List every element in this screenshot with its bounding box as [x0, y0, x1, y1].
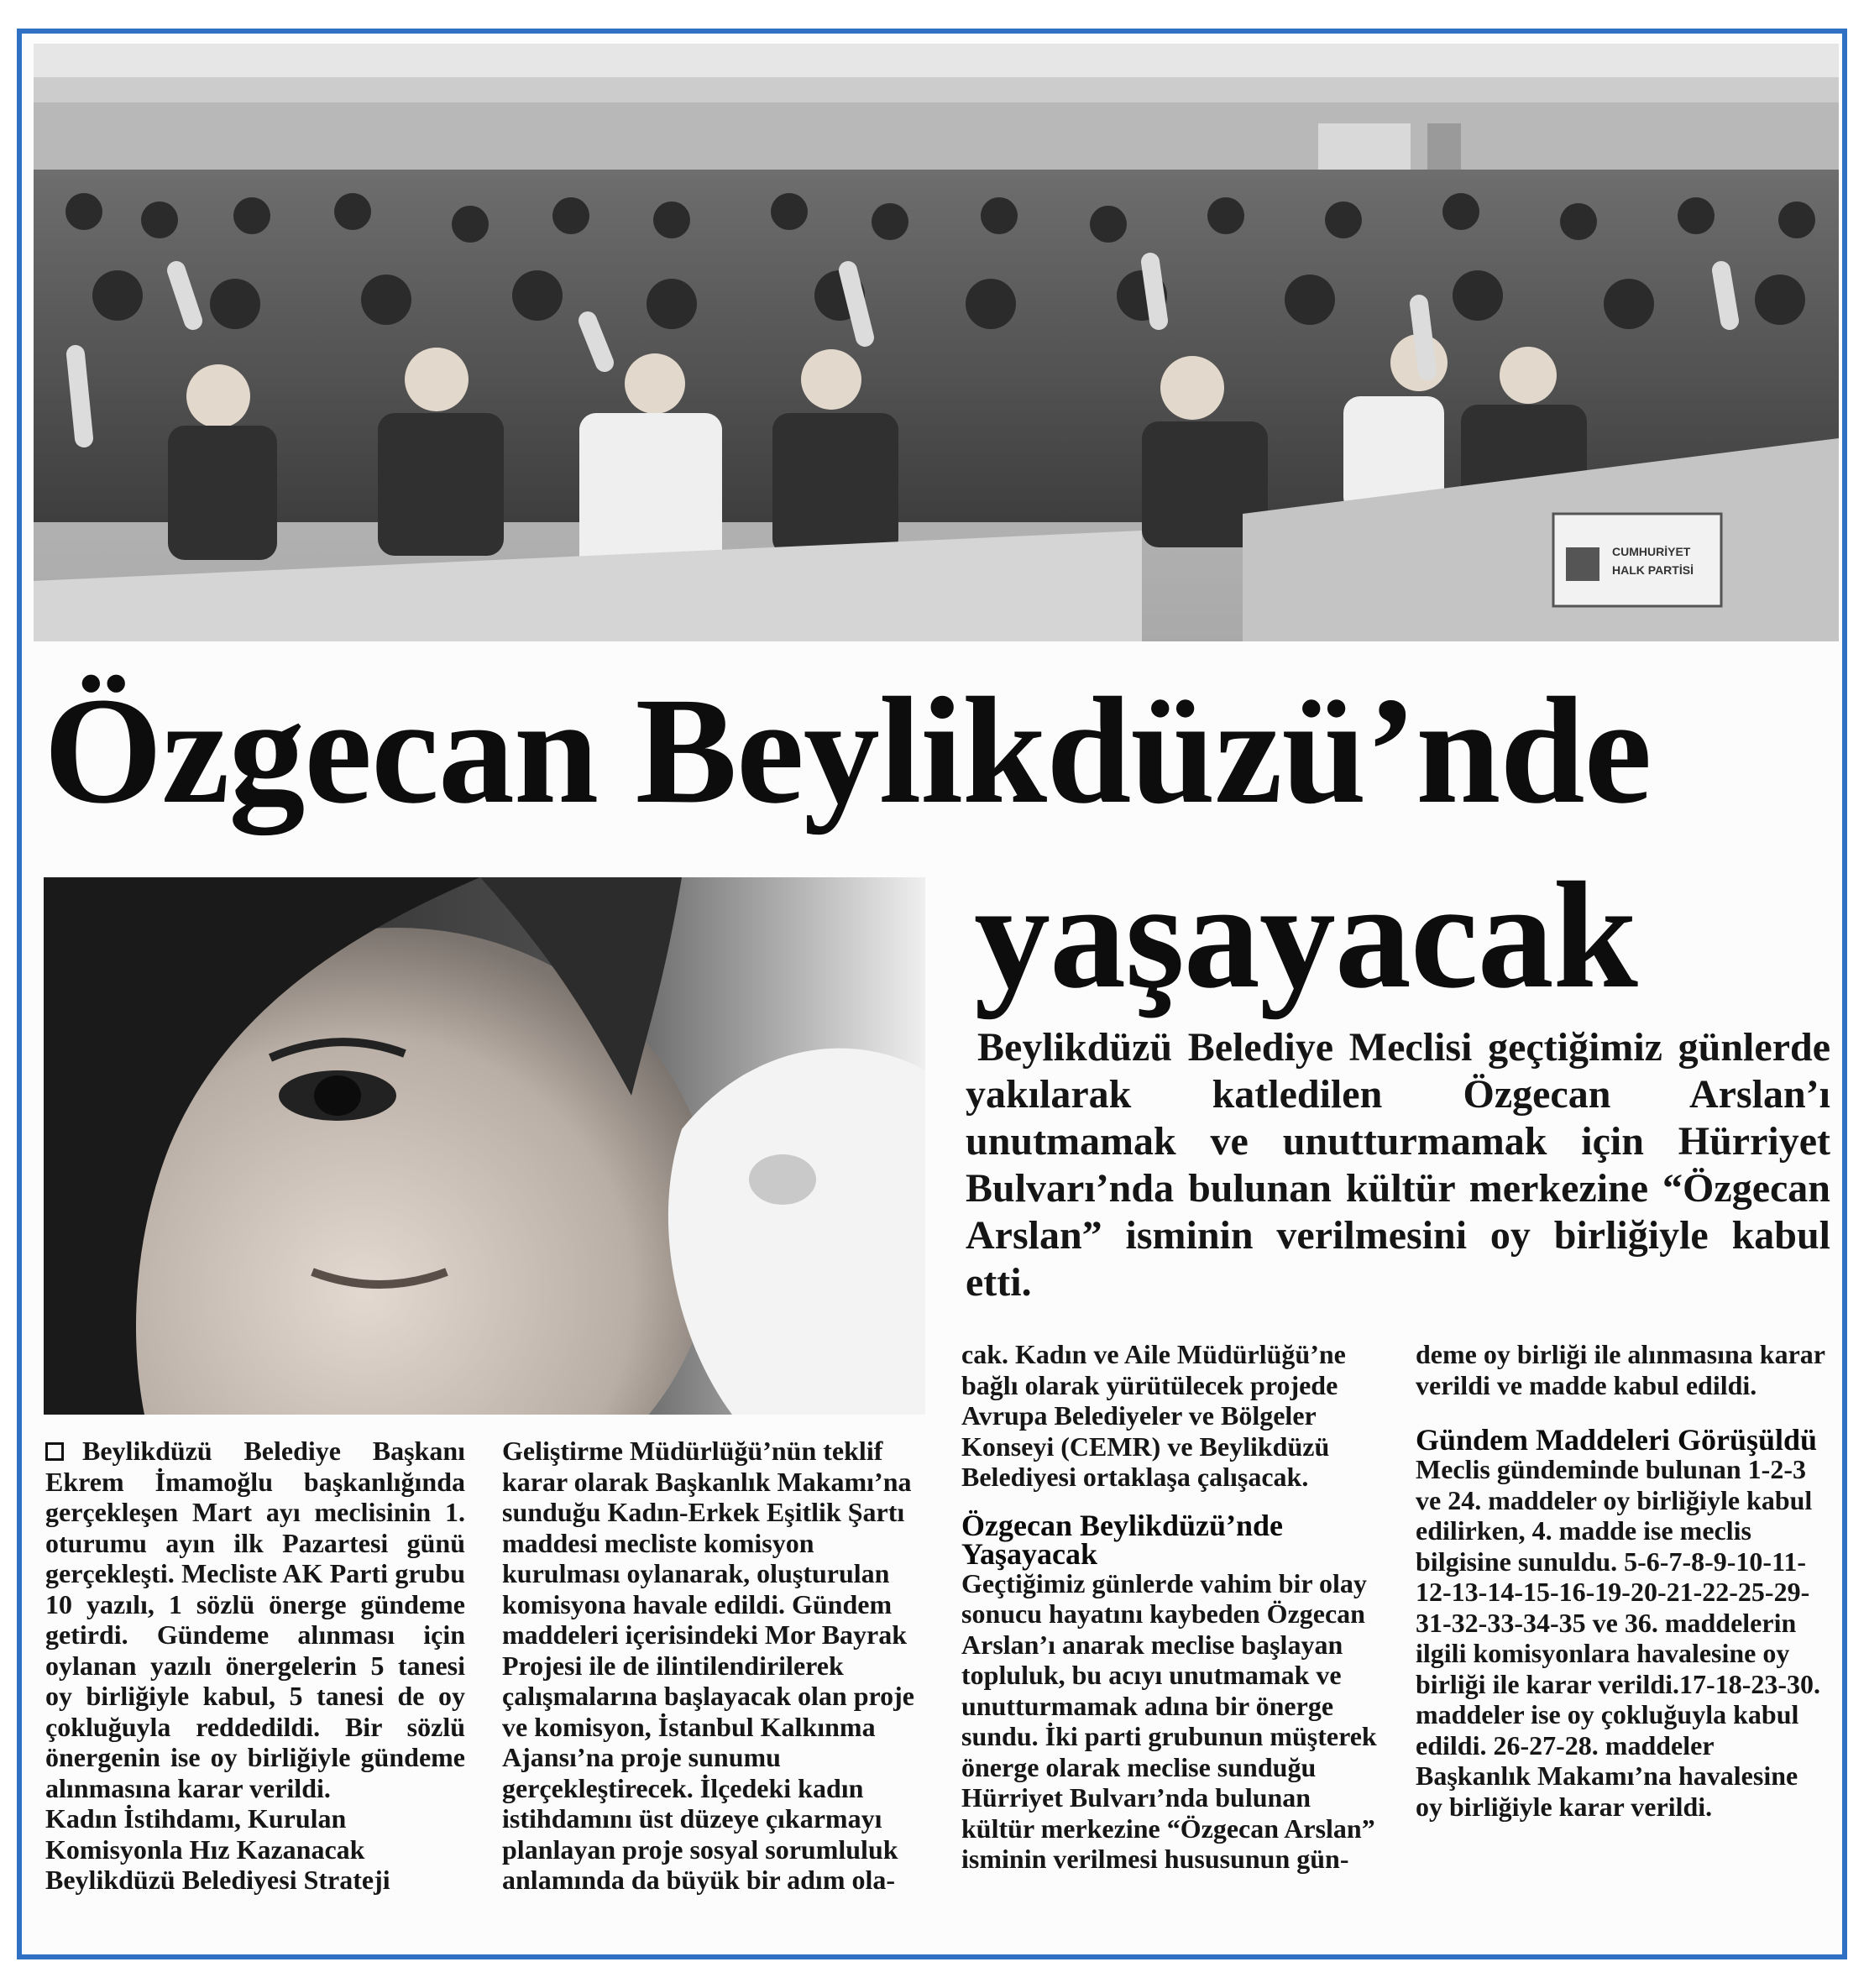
column-3-paragraph-1: cak. Kadın ve Aile Müdürlüğü’ne bağlı olarak yürütülecek projede Avrupa Belediyeler ve Bölgeler Konseyi (CEMR) ve Beylikdüzü Belediyesi ortaklaşa çalışacak.	[961, 1339, 1346, 1492]
column-4-subheading: Gündem Maddeleri Görüşüldü	[1416, 1423, 1818, 1457]
lead-paragraph: Beylikdüzü Belediye Meclisi geçtiğimiz günlerde yakılarak katledilen Özgecan Arslan’ı unutmamak ve unutturmamak için Hürriyet Bulvarı’nda bulunan kültür merkezine “Özgecan Arslan” isminin verilmesini oy birliğiyle kabul etti.	[966, 1025, 1830, 1305]
council-meeting-photo	[34, 44, 1839, 641]
bullet-square-icon	[45, 1442, 64, 1461]
portrait-photo	[44, 877, 925, 1415]
article-column-1	[45, 1436, 465, 1896]
banner-text-line1: CUMHURİYET	[1612, 545, 1691, 558]
article-column-2	[502, 1436, 922, 1896]
banner-text-line2: HALK PARTİSİ	[1612, 563, 1694, 577]
column-4-paragraph-2: Meclis gündeminde bulunan 1-2-3 ve 24. maddeler oy birliğiyle kabul edilirken, 4. madde ise meclis bilgisine sunuldu. 5-6-7-8-9-10-11-12-13-14-15-16-19-20-21-22-25-29-31-32-33-34-35 ve 36. maddelerin ilgili komisyonlara havalesine oy birliği ile karar verildi.17-18-23-30. maddeler ise oy çokluğuyla kabul edildi. 26-27-28. maddeler Başkanlık Makamı’na havalesine oy birliğiyle karar verildi.	[1416, 1454, 1821, 1822]
column-3-paragraph-2: Geçtiğimiz günlerde vahim bir olay sonucu hayatını kaybeden Özgecan Arslan’ı anarak meclise başlayan topluluk, bu acıyı unutmamak ve unutturmamak adına bir önerge sundu. İki parti grubunun müşterek önerge olarak meclise sunduğu Hürriyet Bulvarı’nda bulunan kültür merkezine “Özgecan Arslan” isminin verilmesi hususunun gün-	[961, 1567, 1377, 1874]
headline-line-2: yaşayacak	[974, 851, 1637, 1020]
column-1-paragraph-1	[45, 1436, 465, 1803]
column-4-paragraph-1: deme oy birliği ile alınmasına karar verildi ve madde kabul edildi.	[1416, 1339, 1825, 1400]
headline-line-1: Özgecan Beylikdüzü’nde	[44, 667, 1652, 835]
article-column-3	[961, 1339, 1381, 1875]
column-1-paragraph-1-text: Beylikdüzü Belediye Başkanı Ekrem İmamoğlu başkanlığında gerçekleşen Mart ayı meclisinin 1. oturumu ayın ilk Pazartesi günü gerçekleşti. Mecliste AK Parti grubu 10 yazılı, 1 sözlü önerge gündeme getirdi. Gündeme alınması için oylanan yazılı önergelerin 5 tanesi oy birliğiyle kabul, 5 tanesi de oy çokluğuyla reddedildi. Bir sözlü önergenin ise oy birliğiyle gündeme alınmasına karar verildi.	[45, 1436, 465, 1803]
article-column-4	[1416, 1339, 1827, 1822]
column-2-paragraph-1: Geliştirme Müdürlüğü’nün teklif karar olarak Başkanlık Makamı’na sunduğu Kadın-Erkek Eşitlik Şartı maddesi mecliste komisyon kurulması oylanarak, oluşturulan komisyona havale edildi. Gündem maddeleri içerisindeki Mor Bayrak Projesi ile de ilintilendirilerek çalışmalarına başlayacak olan proje ve komisyon, İstanbul Kalkınma Ajansı’na proje sunumu gerçekleştirecek. İlçedeki kadın istihdamını üst düzeye çıkarmayı planlayan proje sosyal sorumluluk anlamında da büyük bir adım ola-	[502, 1436, 914, 1895]
column-1-paragraph-2: Kadın İstihdamı, Kurulan Komisyonla Hız Kazanacak Beylikdüzü Belediyesi Strateji	[45, 1803, 390, 1895]
column-3-subheading: Özgecan Beylikdüzü’nde Yaşayacak	[961, 1508, 1284, 1571]
